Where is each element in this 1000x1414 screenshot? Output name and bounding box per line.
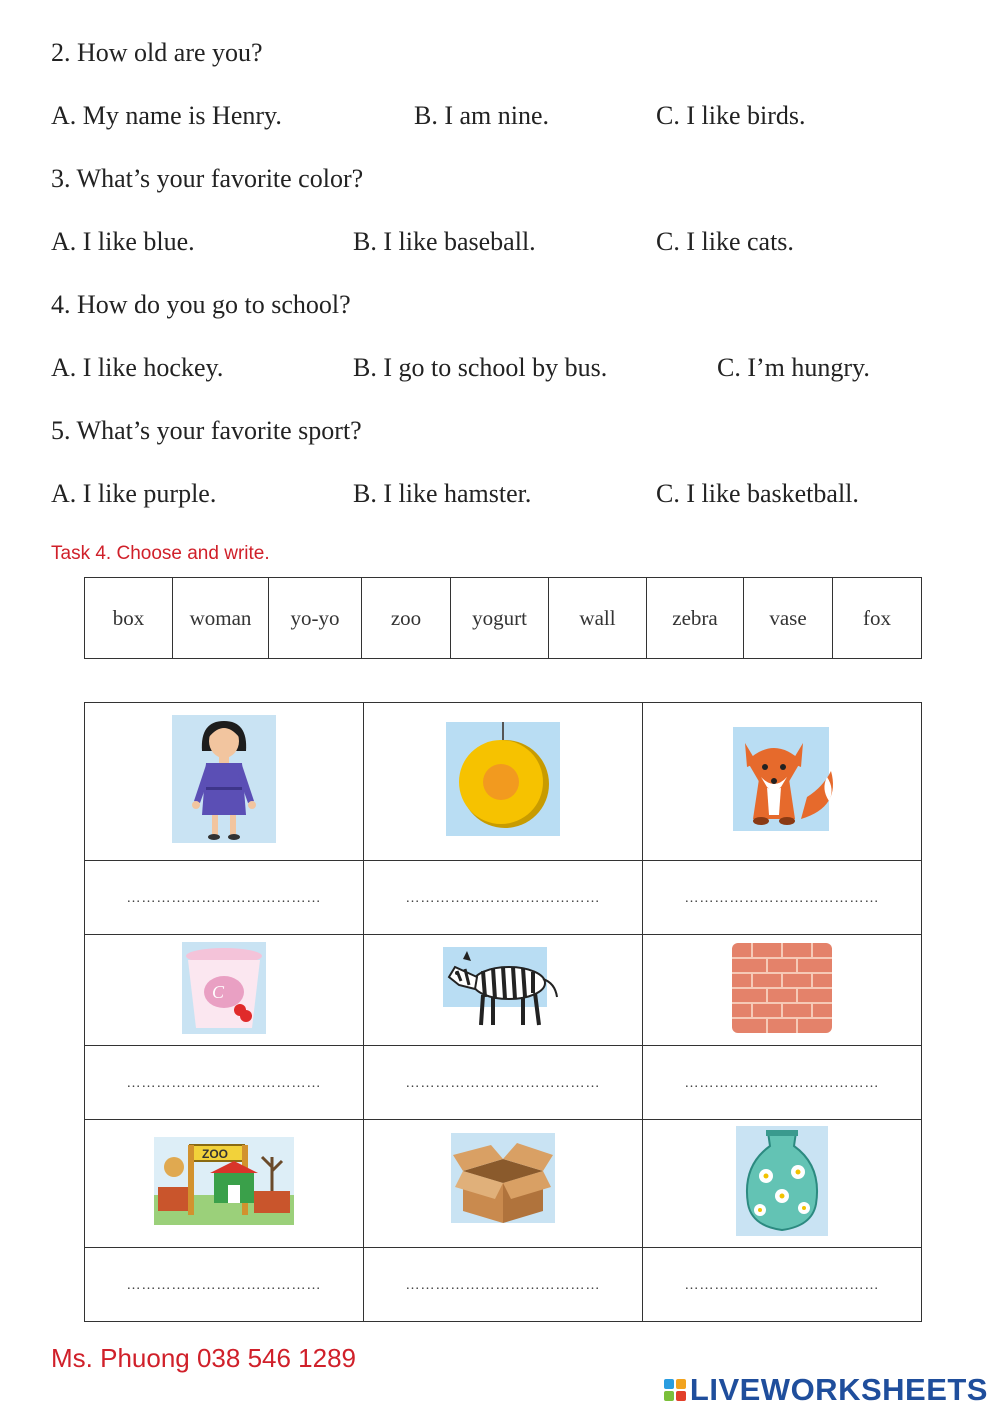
box-picture: [451, 1133, 555, 1229]
q5-option-a[interactable]: A. I like purple.: [51, 479, 217, 508]
answer-cell-6[interactable]: [643, 1046, 922, 1120]
picture-cell-box: [364, 1120, 643, 1248]
word-yogurt: yogurt: [451, 578, 549, 659]
q2-option-b[interactable]: B. I am nine.: [414, 101, 550, 130]
vase-picture: [736, 1126, 828, 1236]
word-yo-yo: yo-yo: [269, 578, 362, 659]
picture-cell-yo-yo: [364, 703, 643, 861]
answer-dots-3: …………………………………: [684, 890, 880, 906]
zebra-picture: [443, 947, 563, 1029]
answer-dots-2: …………………………………: [405, 890, 601, 906]
answer-dots-6: …………………………………: [684, 1075, 880, 1091]
word-zoo: zoo: [362, 578, 451, 659]
q2-option-a[interactable]: A. My name is Henry.: [51, 101, 282, 130]
picture-cell-zoo: [85, 1120, 364, 1248]
woman-picture: [172, 715, 276, 843]
answer-cell-7[interactable]: [85, 1248, 364, 1322]
answer-cell-1[interactable]: [85, 861, 364, 935]
liveworksheets-icon: [664, 1379, 686, 1401]
q3-option-a[interactable]: A. I like blue.: [51, 227, 195, 256]
picture-cell-woman: [85, 703, 364, 861]
word-box: box: [85, 578, 173, 659]
q4-option-c[interactable]: C. I’m hungry.: [717, 353, 870, 382]
question-5: 5. What’s your favorite sport?: [51, 416, 362, 445]
q4-option-a[interactable]: A. I like hockey.: [51, 353, 224, 382]
picture-cell-yogurt: [85, 935, 364, 1046]
q5-option-c[interactable]: C. I like basketball.: [656, 479, 859, 508]
wall-picture: [732, 943, 832, 1033]
yo-yo-picture: [446, 722, 560, 836]
answer-cell-9[interactable]: [643, 1248, 922, 1322]
task-heading: Task 4. Choose and write.: [51, 543, 270, 564]
svg-text:ZOO: ZOO: [202, 1147, 228, 1161]
answer-dots-9: …………………………………: [684, 1277, 880, 1293]
q2-option-c[interactable]: C. I like birds.: [656, 101, 806, 130]
answer-dots-4: …………………………………: [126, 1075, 322, 1091]
yogurt-picture: [182, 942, 266, 1034]
answer-cell-2[interactable]: [364, 861, 643, 935]
liveworksheets-wordmark: LIVEWORKSHEETS: [689, 1372, 988, 1407]
question-3: 3. What’s your favorite color?: [51, 164, 364, 193]
teacher-contact: Ms. Phuong 038 546 1289: [51, 1343, 357, 1373]
question-2: 2. How old are you?: [51, 38, 263, 67]
answer-dots-5: …………………………………: [405, 1075, 601, 1091]
question-4: 4. How do you go to school?: [51, 290, 351, 319]
answer-dots-7: …………………………………: [126, 1277, 322, 1293]
picture-grid: [84, 702, 922, 1322]
q5-option-b[interactable]: B. I like hamster.: [353, 479, 532, 508]
picture-cell-fox: [643, 703, 922, 861]
fox-picture: [723, 727, 841, 831]
answer-dots-1: …………………………………: [126, 890, 322, 906]
answer-cell-4[interactable]: [85, 1046, 364, 1120]
word-zebra: zebra: [647, 578, 744, 659]
word-vase: vase: [744, 578, 833, 659]
picture-cell-wall: [643, 935, 922, 1046]
picture-cell-zebra: [364, 935, 643, 1046]
q3-option-c[interactable]: C. I like cats.: [656, 227, 794, 256]
picture-cell-vase: [643, 1120, 922, 1248]
answer-cell-5[interactable]: [364, 1046, 643, 1120]
answer-cell-8[interactable]: [364, 1248, 643, 1322]
word-bank: [84, 577, 922, 659]
q4-option-b[interactable]: B. I go to school by bus.: [353, 353, 608, 382]
zoo-picture: [154, 1137, 294, 1225]
q3-option-b[interactable]: B. I like baseball.: [353, 227, 536, 256]
svg-text:C: C: [212, 981, 225, 1002]
liveworksheets-logo: [664, 1372, 988, 1408]
word-woman: woman: [173, 578, 269, 659]
answer-cell-3[interactable]: [643, 861, 922, 935]
answer-dots-8: …………………………………: [405, 1277, 601, 1293]
word-fox: fox: [833, 578, 922, 659]
word-wall: wall: [549, 578, 647, 659]
